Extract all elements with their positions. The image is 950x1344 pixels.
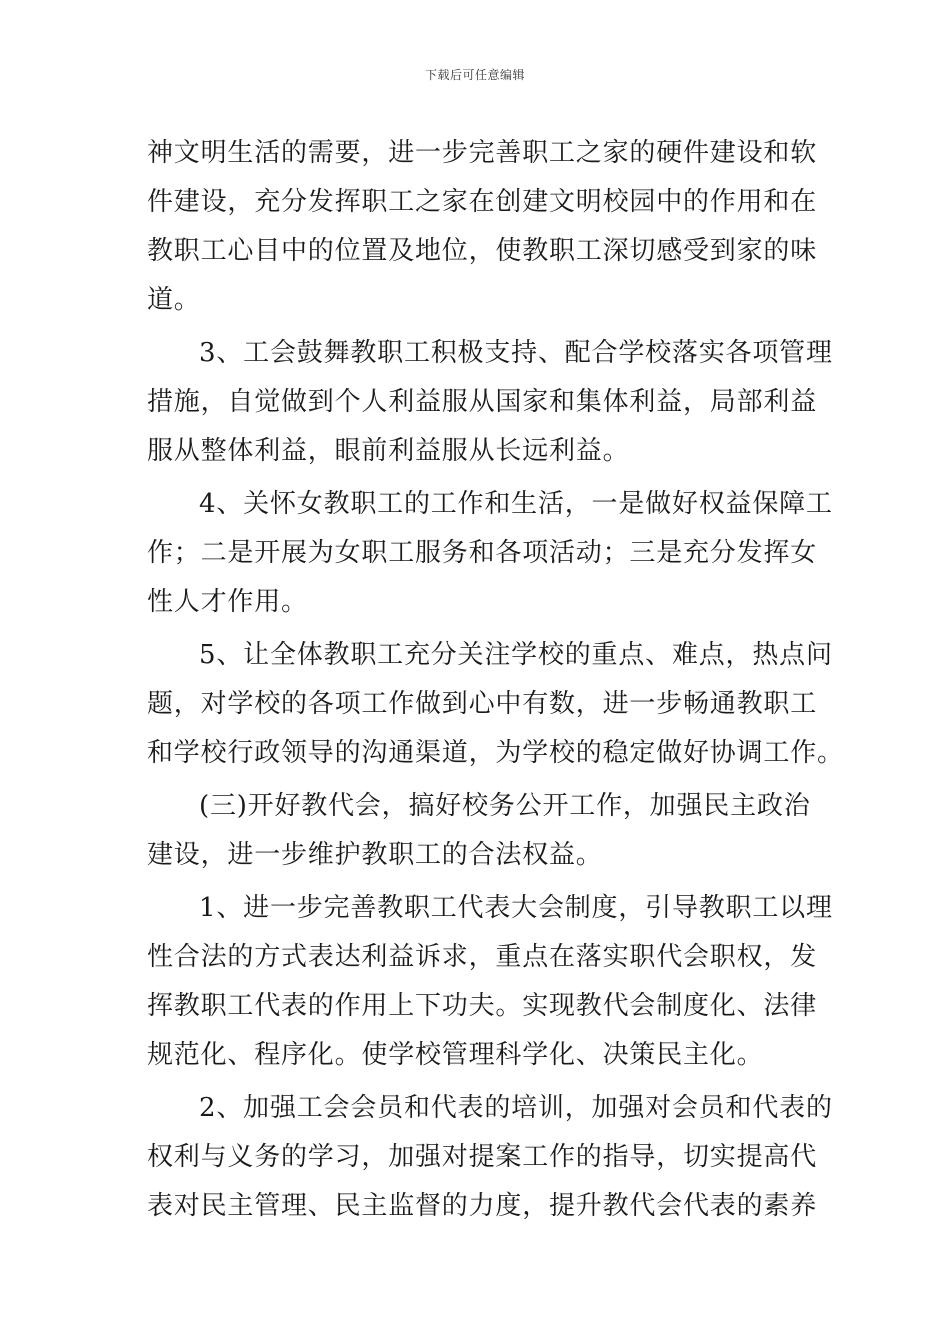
text-line: 挥教职工代表的作用上下功夫。实现教代会制度化、法律 [147,991,818,1021]
header-note: 下载后可任意编辑 [424,68,525,82]
text-line: 性人才作用。 [147,587,308,617]
text-line: 教职工心目中的位置及地位，使教职工深切感受到家的味 [147,236,818,266]
body-text [147,129,844,1231]
text-line: 建设，进一步维护教职工的合法权益。 [147,840,603,870]
paragraph-item-5 [147,631,844,778]
paragraph-section-3 [147,782,811,880]
text-line: 5、让全体教职工充分关注学校的重点、难点，热点问 [199,640,833,670]
text-line: 规范化、程序化。使学校管理科学化、决策民主化。 [147,1040,764,1070]
paragraph-continuation [147,129,818,325]
paragraph-item-2 [147,1084,833,1231]
text-line: 措施，自觉做到个人利益服从国家和集体利益，局部利益 [147,387,818,417]
text-line: 题，对学校的各项工作做到心中有数，进一步畅通教职工 [147,689,818,719]
text-line: 2、加强工会会员和代表的培训，加强对会员和代表的 [199,1093,833,1123]
text-line: 和学校行政领导的沟通渠道，为学校的稳定做好协调工作。 [147,738,844,768]
text-line: 件建设，充分发挥职工之家在创建文明校园中的作用和在 [147,187,818,217]
text-line: 作；二是开展为女职工服务和各项活动；三是充分发挥女 [147,538,818,568]
paragraph-item-1 [147,884,833,1080]
text-line: 4、关怀女教职工的工作和生活，一是做好权益保障工 [199,489,833,519]
text-line: 表对民主管理、民主监督的力度，提升教代会代表的素养 [147,1191,818,1221]
text-line: 道。 [147,285,201,315]
text-line: 神文明生活的需要，进一步完善职工之家的硬件建设和软 [147,138,818,168]
text-line: 性合法的方式表达利益诉求，重点在落实职代会职权，发 [147,942,818,972]
paragraph-item-4 [147,480,833,627]
text-line: 服从整体利益，眼前利益服从长远利益。 [147,436,630,466]
text-line: 3、工会鼓舞教职工积极支持、配合学校落实各项管理 [199,338,833,368]
paragraph-item-3 [147,329,833,476]
text-line: 1、进一步完善教职工代表大会制度，引导教职工以理 [199,893,833,923]
text-line: 权利与义务的学习，加强对提案工作的指导，切实提高代 [147,1142,818,1172]
text-line: (三)开好教代会，搞好校务公开工作，加强民主政治 [199,791,811,821]
